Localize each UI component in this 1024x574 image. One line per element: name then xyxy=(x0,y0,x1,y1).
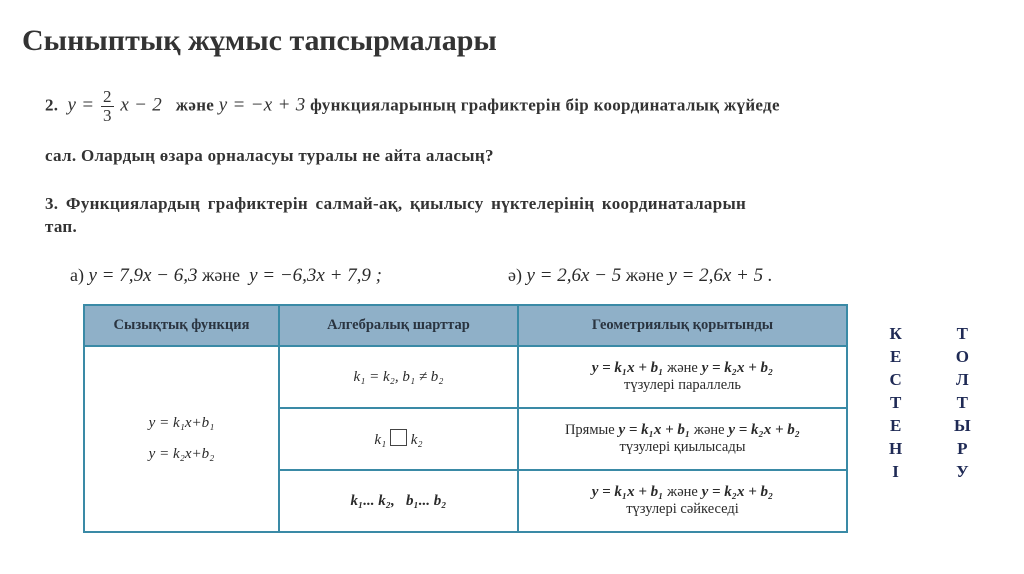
letter: Л xyxy=(956,370,969,389)
conclusion-cell xyxy=(518,346,847,408)
conclusion-text: түзулері сәйкеседі xyxy=(626,501,739,517)
equation: y = k₁x + b₁ xyxy=(591,484,664,500)
equation: y = k₂x + b₂ xyxy=(701,360,774,376)
table-header-row xyxy=(84,305,847,346)
letter: Ы xyxy=(954,416,971,435)
letter: О xyxy=(955,347,969,366)
conjunction: және xyxy=(625,265,664,285)
task-text: Функциялардың графиктерін салмай-ақ, қиылысу нүктелерінің координаталарын xyxy=(65,194,747,213)
equation: y = k₂x + b₂ xyxy=(701,484,774,500)
letter: Т xyxy=(889,393,902,412)
item-label: а) xyxy=(70,265,84,285)
task-2-line-2: сал. Олардың өзара орналасуы туралы не айта аласың? xyxy=(45,146,494,165)
task-number: 2. xyxy=(45,95,59,115)
blank-box-input[interactable] xyxy=(390,429,407,446)
letter: Е xyxy=(889,347,902,366)
vertical-word-toltyru xyxy=(954,322,971,483)
condition-cell: k₁... k₂, b₁... b₂ xyxy=(279,470,518,532)
equation: y = k₁x + b₁ xyxy=(618,422,691,438)
task-2-line-1 xyxy=(45,88,780,125)
conjunction: және xyxy=(202,265,241,285)
header-linear-function: Сызықтық функция xyxy=(84,305,279,346)
vertical-word-kesteni xyxy=(889,322,902,483)
letter: І xyxy=(892,462,899,481)
conjunction: және xyxy=(693,422,725,438)
equation: y = 2,6x − 5 xyxy=(526,265,622,286)
conditions-table xyxy=(83,304,848,533)
conclusion-text: түзулері қиылысады xyxy=(619,439,746,455)
equation-part: x − 2 xyxy=(120,94,163,116)
conclusion-cell xyxy=(518,408,847,470)
task-number: 3. xyxy=(45,194,59,213)
equation: y = 7,9x − 6,3 xyxy=(88,265,198,286)
conjunction: және xyxy=(667,484,698,500)
equation-part: y = xyxy=(67,94,95,116)
task-text: функцияларының графиктерін бір координаталық жүйеде xyxy=(310,95,780,115)
task-3-line-1 xyxy=(45,194,746,214)
denominator: 3 xyxy=(102,106,112,125)
equation: y = 2,6x + 5 . xyxy=(668,265,773,286)
item-label: ә) xyxy=(508,265,522,285)
conclusion-text: түзулері параллель xyxy=(624,377,741,393)
header-algebraic-conditions: Алгебралық шарттар xyxy=(279,305,518,346)
function-1: y = k₁x+b₁ xyxy=(148,415,215,431)
letter: С xyxy=(889,370,902,389)
numerator: 2 xyxy=(102,87,112,106)
prefix-text: Прямые xyxy=(564,422,615,438)
letter: Т xyxy=(956,393,969,412)
task-3b xyxy=(508,265,773,287)
letter: Т xyxy=(956,324,969,343)
functions-cell xyxy=(84,346,279,532)
conclusion-cell xyxy=(518,470,847,532)
conjunction: және xyxy=(175,95,215,115)
condition-left: k₁ xyxy=(374,432,387,448)
letter: Е xyxy=(889,416,902,435)
letter: Р xyxy=(957,439,968,458)
equation: y = −6,3x + 7,9 ; xyxy=(249,265,382,286)
slide-title: Сыныптық жұмыс тапсырмалары xyxy=(22,24,497,57)
fraction xyxy=(101,88,114,125)
equation: y = k₂x + b₂ xyxy=(728,422,801,438)
letter: К xyxy=(889,324,902,343)
equation: y = k₁x + b₁ xyxy=(591,360,664,376)
header-geometric-conclusion: Геометриялық қорытынды xyxy=(518,305,847,346)
letter: Н xyxy=(889,439,903,458)
equation: y = −x + 3 xyxy=(218,94,306,116)
function-2: y = k₂x+b₂ xyxy=(148,446,215,462)
condition-cell xyxy=(279,408,518,470)
table-row xyxy=(84,346,847,408)
condition-cell: k₁ = k₂, b₁ ≠ b₂ xyxy=(279,346,518,408)
condition-right: k₂ xyxy=(410,432,423,448)
task-3-line-2: тап. xyxy=(45,217,78,236)
conjunction: және xyxy=(667,360,698,376)
letter: У xyxy=(956,462,969,481)
task-3a xyxy=(70,265,382,287)
